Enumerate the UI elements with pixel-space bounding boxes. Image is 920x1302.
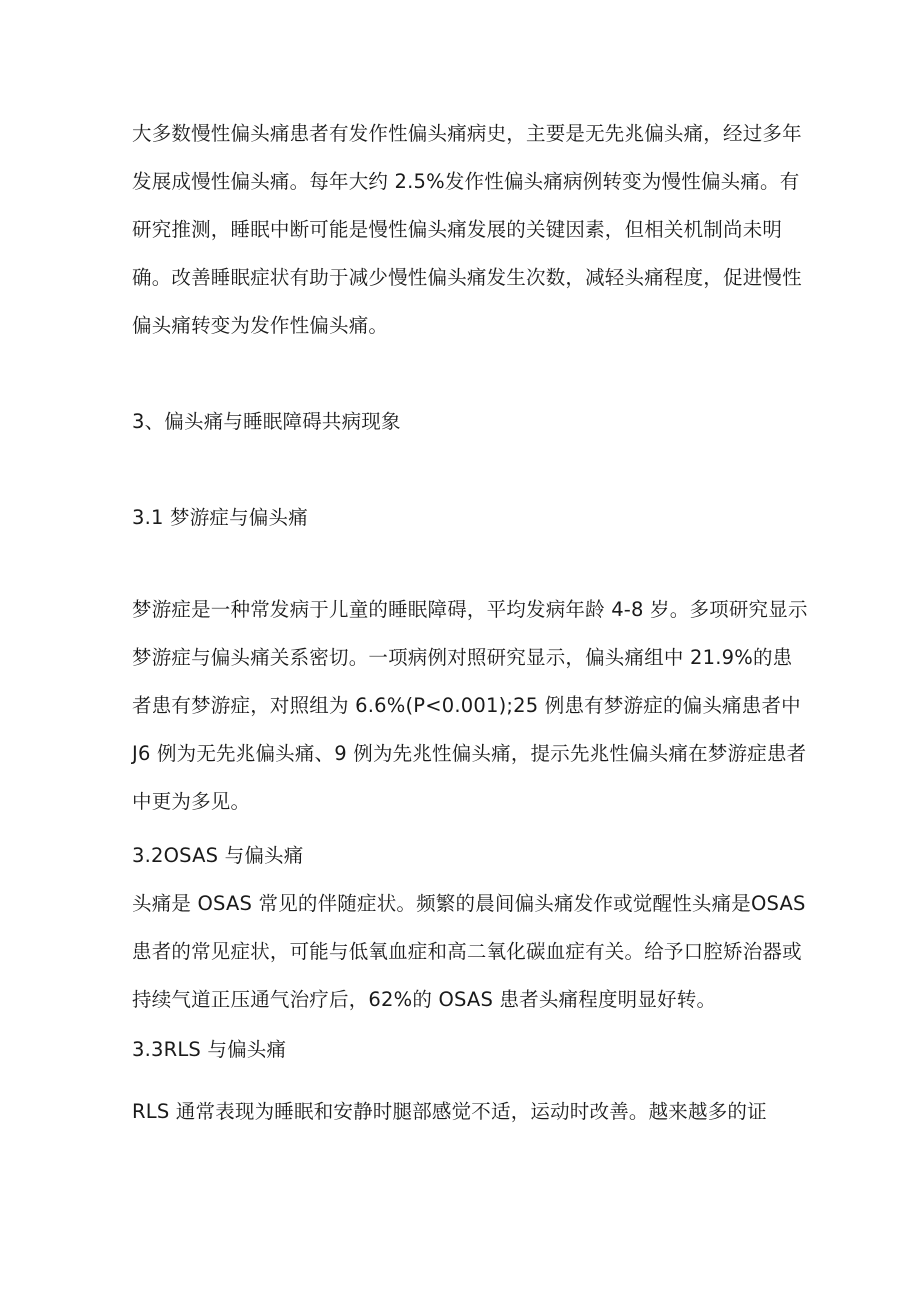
paragraph-sleepwalking: 梦游症是一种常发病于儿童的睡眠障碍，平均发病年龄 4-8 岁。多项研究显示梦游症与偏头痛关系密切。一项病例对照研究显示，偏头痛组中 21.9%的患者患有梦游症，对照组为 6.6%(P<0.001);25 例患有梦游症的偏头痛患者中 J6 例为无先兆偏头痛、9 例为先兆性偏头痛，提示先兆性偏头痛在梦游症患者中更为多见。 — [132, 598, 808, 813]
paragraph-rls: RLS 通常表现为睡眠和安静时腿部感觉不适，运动时改善。越来越多的证 — [132, 1100, 767, 1123]
section-heading-3-2: 3.2OSAS 与偏头痛 — [132, 844, 304, 867]
paragraph-osas: 头痛是 OSAS 常见的伴随症状。频繁的晨间偏头痛发作或觉醒性头痛是OSAS 患者的常见症状，可能与低氧血症和高二氧化碳血症有关。给予口腔矫治器或持续气道正压通气治疗后，62%的 OSAS 患者头痛程度明显好转。 — [132, 892, 813, 1011]
section-heading-3-1: 3.1 梦游症与偏头痛 — [132, 506, 308, 529]
section-heading-3: 3、偏头痛与睡眠障碍共病现象 — [132, 410, 401, 433]
paragraph-chronic-migraine: 大多数慢性偏头痛患者有发作性偏头痛病史，主要是无先兆偏头痛，经过多年发展成慢性偏头痛。每年大约 2.5%发作性偏头痛病例转变为慢性偏头痛。有研究推测，睡眠中断可能是慢性偏头痛发展的关键因素，但相关机制尚未明确。改善睡眠症状有助于减少慢性偏头痛发生次数，减轻头痛程度，促进慢性偏头痛转变为发作性偏头痛。 — [132, 122, 802, 337]
section-heading-3-3: 3.3RLS 与偏头痛 — [132, 1038, 287, 1061]
